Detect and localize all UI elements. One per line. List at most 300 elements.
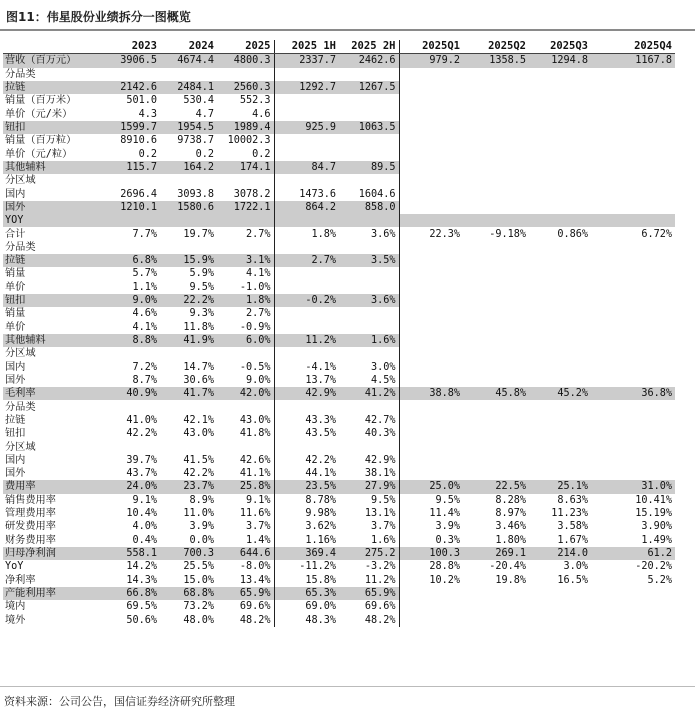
table-cell: 3.9% — [435, 521, 460, 533]
table-cell — [591, 68, 675, 81]
table-cell: 42.7% — [339, 414, 399, 427]
table-cell — [399, 68, 463, 81]
table-cell — [591, 414, 675, 427]
table-cell — [339, 347, 399, 360]
table-cell — [529, 307, 591, 320]
table-cell — [463, 440, 529, 453]
table-row — [3, 108, 675, 121]
table-cell — [339, 148, 399, 161]
table-cell: 48.2% — [217, 613, 274, 626]
table-cell — [463, 587, 529, 600]
table-cell — [274, 267, 339, 280]
table-row — [3, 427, 675, 440]
table-cell: 3.7% — [217, 520, 274, 533]
title-divider — [0, 29, 695, 31]
table-cell — [463, 374, 529, 387]
table-cell — [160, 440, 217, 453]
table-cell: 3.9% — [189, 521, 214, 533]
table-cell: 14.3% — [126, 574, 157, 586]
table-cell: -8.0% — [217, 560, 274, 573]
row-label: 拉链 — [5, 414, 26, 426]
row-label: 国外 — [5, 374, 26, 386]
table-cell — [339, 108, 399, 121]
table-cell — [529, 600, 591, 613]
table-cell: 44.1% — [305, 468, 336, 480]
table-cell: 6.8% — [103, 254, 160, 267]
row-label: YoY — [5, 561, 24, 573]
table-cell: 65.9% — [217, 587, 274, 600]
table-cell: 1.80% — [495, 534, 526, 546]
table-cell — [274, 281, 339, 294]
table-cell: 25.8% — [217, 480, 274, 493]
table-row — [3, 520, 675, 533]
table-cell: 7.2% — [132, 361, 157, 373]
table-cell — [274, 400, 339, 413]
table-row — [3, 307, 675, 320]
table-cell: 2560.3 — [217, 81, 274, 94]
table-row — [3, 560, 675, 573]
table-cell — [529, 361, 591, 374]
table-cell: 3.1% — [217, 254, 274, 267]
table-cell — [274, 68, 339, 81]
table-cell — [463, 467, 529, 480]
table-cell — [103, 214, 160, 227]
table-cell — [217, 440, 274, 453]
table-cell: 2.7% — [217, 307, 274, 320]
table-cell: 24.0% — [103, 480, 160, 493]
table-cell: 1.1% — [132, 281, 157, 293]
table-cell — [463, 454, 529, 467]
row-label: 单价 — [5, 321, 26, 333]
table-cell — [463, 414, 529, 427]
table-cell — [529, 94, 591, 107]
table-cell: 8.8% — [103, 334, 160, 347]
table-cell — [591, 81, 675, 94]
column-header: 2025 1H — [274, 40, 339, 54]
table-cell — [529, 613, 591, 626]
table-cell — [160, 400, 217, 413]
table-cell — [339, 241, 399, 254]
table-cell: 41.7% — [160, 387, 217, 400]
table-cell: 3.62% — [305, 521, 336, 533]
table-cell — [399, 587, 463, 600]
table-cell: 11.2% — [339, 574, 399, 587]
table-cell — [591, 374, 675, 387]
table-cell: 41.9% — [160, 334, 217, 347]
table-cell: 9.0% — [217, 374, 274, 387]
table-cell: 1580.6 — [160, 201, 217, 214]
table-cell — [529, 121, 591, 134]
table-cell: 42.9% — [274, 387, 339, 400]
table-row — [3, 467, 675, 480]
table-cell: 4.0% — [132, 521, 157, 533]
table-cell: 15.0% — [183, 574, 214, 586]
column-header: 2025 2H — [339, 40, 399, 54]
table-cell: -1.0% — [217, 281, 274, 294]
table-cell: 174.1 — [217, 161, 274, 174]
source-divider — [0, 686, 695, 687]
table-cell: 15.19% — [635, 508, 672, 520]
table-cell: 3.5% — [339, 254, 399, 267]
table-row — [3, 148, 675, 161]
column-header: 2025Q1 — [399, 40, 463, 54]
row-label: 拉链 — [3, 254, 103, 267]
table-cell: 42.1% — [183, 414, 214, 426]
table-cell — [591, 294, 675, 307]
table-cell — [274, 108, 339, 121]
table-cell: 0.3% — [435, 534, 460, 546]
table-cell — [463, 361, 529, 374]
table-cell — [591, 121, 675, 134]
table-cell: -0.5% — [217, 361, 274, 374]
row-label: 钮扣 — [3, 294, 103, 307]
table-cell — [529, 294, 591, 307]
table-cell: 23.5% — [274, 480, 339, 493]
table-cell: 1.67% — [557, 534, 588, 546]
table-cell: 50.6% — [126, 614, 157, 626]
table-cell: 1.8% — [217, 294, 274, 307]
table-cell — [339, 94, 399, 107]
table-cell — [529, 174, 591, 187]
table-cell — [399, 148, 463, 161]
row-label: 钮扣 — [5, 428, 26, 440]
table-cell: 5.2% — [647, 574, 672, 586]
row-label: 国内 — [5, 454, 26, 466]
column-header: 2024 — [160, 40, 217, 54]
table-cell: 1954.5 — [160, 121, 217, 134]
table-cell: 16.5% — [557, 574, 588, 586]
table-row — [3, 94, 675, 107]
performance-breakdown-table — [3, 40, 675, 627]
table-cell — [529, 148, 591, 161]
table-cell — [274, 347, 339, 360]
table-cell — [339, 174, 399, 187]
table-cell — [160, 68, 217, 81]
table-cell — [591, 613, 675, 626]
table-cell: -0.9% — [217, 321, 274, 334]
table-row — [3, 454, 675, 467]
table-cell — [463, 321, 529, 334]
table-cell — [529, 214, 591, 227]
table-cell — [217, 68, 274, 81]
table-cell: 644.6 — [217, 547, 274, 560]
table-row — [3, 613, 675, 626]
table-cell: 22.3% — [429, 228, 460, 240]
table-cell: 43.0% — [217, 414, 274, 427]
table-cell — [529, 427, 591, 440]
table-cell: 13.4% — [217, 574, 274, 587]
table-row — [3, 334, 675, 347]
table-cell: 164.2 — [160, 161, 217, 174]
table-cell — [591, 201, 675, 214]
table-cell: 0.2 — [217, 148, 274, 161]
table-cell — [339, 214, 399, 227]
table-cell: 68.8% — [160, 587, 217, 600]
table-header-row — [3, 40, 675, 54]
table-cell: 69.6% — [339, 600, 399, 613]
table-cell — [103, 400, 160, 413]
table-cell — [339, 440, 399, 453]
table-cell: 530.4 — [183, 95, 214, 107]
table-cell: 41.5% — [183, 454, 214, 466]
table-cell — [217, 214, 274, 227]
table-cell: 115.7 — [103, 161, 160, 174]
table-cell: 1294.8 — [529, 54, 591, 68]
table-row — [3, 347, 675, 360]
table-cell: 13.1% — [339, 507, 399, 520]
table-cell — [399, 174, 463, 187]
column-header: 2023 — [103, 40, 160, 54]
table-cell: 979.2 — [399, 54, 463, 68]
table-cell — [103, 174, 160, 187]
table-cell: 23.7% — [160, 480, 217, 493]
table-row — [3, 294, 675, 307]
table-cell: 2.7% — [217, 227, 274, 240]
table-cell: 1267.5 — [339, 81, 399, 94]
column-header: 2025Q4 — [591, 40, 675, 54]
table-cell — [274, 214, 339, 227]
table-cell: 48.2% — [339, 613, 399, 626]
table-cell: 0.2 — [195, 148, 214, 160]
table-cell: 19.8% — [495, 574, 526, 586]
table-cell: -11.2% — [299, 561, 336, 573]
row-label: 境外 — [5, 614, 26, 626]
row-label: 合计 — [5, 228, 26, 240]
table-cell — [591, 440, 675, 453]
table-cell: 11.6% — [217, 507, 274, 520]
table-cell: 5.7% — [132, 268, 157, 280]
row-label: 单价（元/粒） — [5, 148, 73, 160]
table-cell — [463, 108, 529, 121]
table-cell: 9.5% — [435, 494, 460, 506]
table-cell: 0.4% — [132, 534, 157, 546]
table-cell — [399, 600, 463, 613]
table-cell — [529, 161, 591, 174]
row-label: 管理费用率 — [5, 508, 56, 520]
table-cell: 5.9% — [189, 268, 214, 280]
table-cell: 73.2% — [183, 601, 214, 613]
row-label: 国外 — [5, 468, 26, 480]
table-cell: 69.5% — [126, 601, 157, 613]
table-cell: 0.86% — [557, 228, 588, 240]
table-cell: 4.6 — [217, 108, 274, 121]
table-cell: 9.1% — [132, 494, 157, 506]
table-cell — [339, 400, 399, 413]
table-cell: 8.28% — [495, 494, 526, 506]
table-cell: 3.6% — [339, 227, 399, 240]
table-cell — [529, 134, 591, 147]
row-label: 产能利用率 — [3, 587, 103, 600]
table-cell: 1.49% — [641, 534, 672, 546]
figure-title: 图11：伟星股份业绩拆分一图概览 — [6, 10, 191, 24]
table-cell — [591, 334, 675, 347]
table-cell — [217, 174, 274, 187]
table-row — [3, 361, 675, 374]
table-cell: 9.1% — [217, 494, 274, 507]
header-label-cell — [3, 40, 103, 54]
table-cell: 42.0% — [217, 387, 274, 400]
row-label: 费用率 — [3, 480, 103, 493]
table-cell — [591, 454, 675, 467]
table-cell: 28.8% — [429, 561, 460, 573]
table-cell — [529, 108, 591, 121]
table-cell — [274, 321, 339, 334]
table-cell: 3906.5 — [103, 54, 160, 68]
table-cell: 69.0% — [305, 601, 336, 613]
table-cell — [160, 347, 217, 360]
row-label: 国外 — [3, 201, 103, 214]
table-cell: 1358.5 — [463, 54, 529, 68]
table-cell: 45.2% — [529, 387, 591, 400]
table-row — [3, 68, 675, 81]
table-cell: 8.9% — [189, 494, 214, 506]
table-cell — [399, 294, 463, 307]
table-row — [3, 81, 675, 94]
table-cell: 38.1% — [339, 467, 399, 480]
table-cell — [529, 81, 591, 94]
table-cell: 700.3 — [160, 547, 217, 560]
table-cell: 14.2% — [126, 561, 157, 573]
table-cell: -3.2% — [339, 560, 399, 573]
source-note: 资料来源：公司公告，国信证券经济研究所整理 — [4, 695, 235, 708]
table-cell: -20.2% — [635, 561, 672, 573]
table-cell: 11.23% — [551, 508, 588, 520]
table-cell: 1292.7 — [274, 81, 339, 94]
table-cell — [529, 68, 591, 81]
table-cell: 9.98% — [305, 508, 336, 520]
table-cell: 10.4% — [126, 508, 157, 520]
table-cell: 8.63% — [557, 494, 588, 506]
table-cell — [399, 613, 463, 626]
table-cell: 41.8% — [217, 427, 274, 440]
table-cell: 3.0% — [339, 361, 399, 374]
table-cell — [463, 281, 529, 294]
table-cell: 558.1 — [103, 547, 160, 560]
table-cell: 552.3 — [217, 94, 274, 107]
table-row — [3, 547, 675, 560]
table-cell: 1604.6 — [339, 187, 399, 200]
table-cell: 4.5% — [339, 374, 399, 387]
table-cell — [274, 440, 339, 453]
row-label: 分区域 — [5, 348, 36, 360]
table-cell: 66.8% — [103, 587, 160, 600]
table-cell — [591, 347, 675, 360]
table-cell — [591, 214, 675, 227]
table-cell — [463, 241, 529, 254]
table-cell: 4.3 — [138, 108, 157, 120]
table-cell — [529, 201, 591, 214]
table-cell: 1599.7 — [103, 121, 160, 134]
table-cell — [103, 347, 160, 360]
row-label: 国内 — [5, 361, 26, 373]
table-cell — [399, 121, 463, 134]
table-cell — [339, 281, 399, 294]
table-cell — [463, 134, 529, 147]
table-cell: 1.4% — [217, 534, 274, 547]
table-cell: 42.9% — [339, 454, 399, 467]
table-cell — [463, 307, 529, 320]
table-cell — [591, 161, 675, 174]
table-cell — [274, 134, 339, 147]
table-row — [3, 414, 675, 427]
table-cell: 214.0 — [529, 547, 591, 560]
row-label: 营收（百万元） — [3, 54, 103, 68]
table-cell: 2337.7 — [274, 54, 339, 68]
table-cell: 27.9% — [339, 480, 399, 493]
table-cell: 1.6% — [339, 534, 399, 547]
table-cell — [591, 321, 675, 334]
table-cell — [529, 281, 591, 294]
table-cell: 41.1% — [217, 467, 274, 480]
table-cell: 2.7% — [274, 254, 339, 267]
row-label: 分区域 — [5, 441, 36, 453]
table-cell — [463, 347, 529, 360]
table-cell: 0.2 — [138, 148, 157, 160]
table-cell — [591, 307, 675, 320]
table-cell — [463, 68, 529, 81]
row-label: 分品类 — [5, 68, 36, 80]
table-cell: 8.97% — [495, 508, 526, 520]
table-cell: 4674.4 — [160, 54, 217, 68]
table-cell: 1473.6 — [299, 188, 336, 200]
table-cell — [463, 267, 529, 280]
table-cell — [274, 94, 339, 107]
table-cell: 4.7 — [195, 108, 214, 120]
table-cell — [463, 214, 529, 227]
table-cell: 42.2% — [126, 428, 157, 440]
table-cell — [339, 267, 399, 280]
table-cell — [591, 361, 675, 374]
table-cell: 22.2% — [160, 294, 217, 307]
row-label: 单价 — [5, 281, 26, 293]
table-cell: 10.2% — [429, 574, 460, 586]
row-label: 国内 — [5, 188, 26, 200]
table-cell: 48.3% — [305, 614, 336, 626]
table-cell — [217, 400, 274, 413]
table-row — [3, 227, 675, 240]
table-cell — [339, 134, 399, 147]
table-cell — [399, 94, 463, 107]
table-cell: 3.46% — [495, 521, 526, 533]
table-cell: -9.18% — [489, 228, 526, 240]
table-cell — [591, 94, 675, 107]
table-row — [3, 494, 675, 507]
table-row — [3, 600, 675, 613]
column-header: 2025Q3 — [529, 40, 591, 54]
table-row — [3, 440, 675, 453]
table-cell — [399, 134, 463, 147]
row-label: 销售费用率 — [5, 494, 56, 506]
table-cell — [274, 241, 339, 254]
table-cell: 269.1 — [463, 547, 529, 560]
table-cell — [591, 600, 675, 613]
table-cell — [399, 187, 463, 200]
row-label: 销量（百万米） — [5, 95, 77, 107]
table-row — [3, 254, 675, 267]
table-cell: 3.0% — [563, 561, 588, 573]
table-cell — [399, 440, 463, 453]
table-cell: 3.58% — [557, 521, 588, 533]
table-cell: 1.16% — [305, 534, 336, 546]
table-cell: 84.7 — [274, 161, 339, 174]
table-cell — [529, 347, 591, 360]
table-row — [3, 534, 675, 547]
table-cell: 1989.4 — [217, 121, 274, 134]
table-cell — [463, 94, 529, 107]
row-label: 钮扣 — [3, 121, 103, 134]
table-cell: 11.2% — [274, 334, 339, 347]
table-cell: 9.5% — [189, 281, 214, 293]
